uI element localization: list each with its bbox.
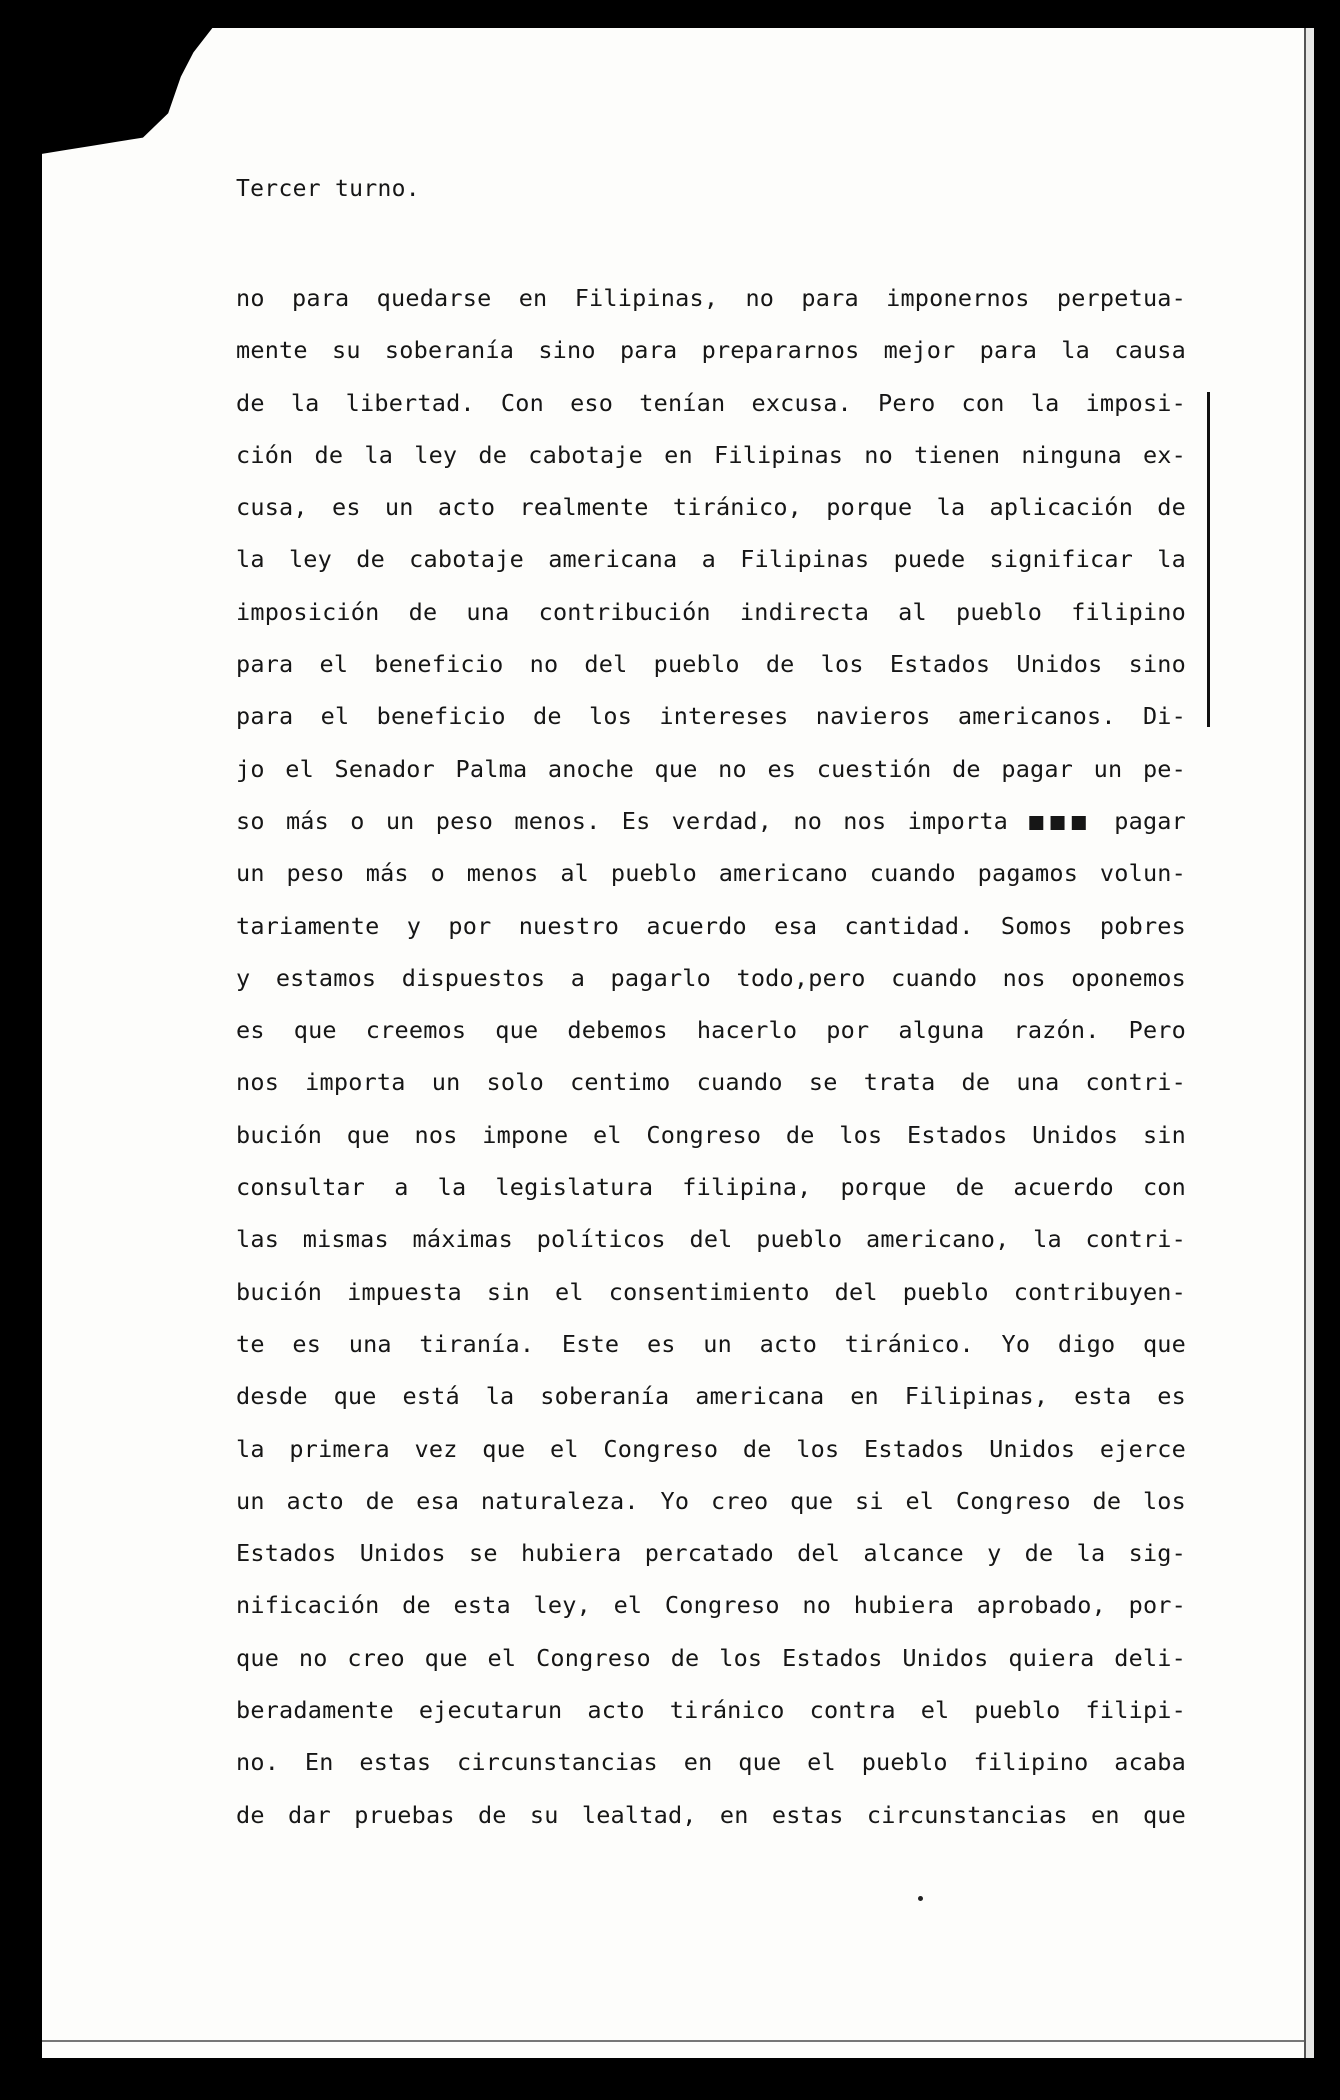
text-line: mente su soberanía sino para prepararnos mejor para la causa — [236, 336, 1186, 365]
text-line: la primera vez que el Congreso de los Estados Unidos ejerce — [236, 1434, 1186, 1463]
text-line: ción de la ley de cabotaje en Filipinas no tienen ninguna ex- — [236, 440, 1186, 469]
text-line: bución que nos impone el Congreso de los Estados Unidos sin — [236, 1120, 1186, 1149]
text-line: Estados Unidos se hubiera percatado del alcance y de la sig- — [236, 1539, 1186, 1568]
text-line: nos importa un solo centimo cuando se trata de una contri- — [236, 1068, 1186, 1097]
text-line: para el beneficio de los intereses navieros americanos. Di- — [236, 702, 1186, 731]
text-line: las mismas máximas políticos del pueblo americano, la contri- — [236, 1225, 1186, 1254]
text-line: nificación de esta ley, el Congreso no hubiera aprobado, por- — [236, 1591, 1186, 1620]
text-line: bución impuesta sin el consentimiento del pueblo contribuyen- — [236, 1277, 1186, 1306]
page-edge-right — [1304, 28, 1314, 2058]
text-line: cusa, es un acto realmente tiránico, porque la aplicación de — [236, 493, 1186, 522]
text-line: de dar pruebas de su lealtad, en estas circunstancias en que — [236, 1800, 1186, 1829]
text-line: te es una tiranía. Este es un acto tiránico. Yo digo que — [236, 1329, 1186, 1358]
text-line: desde que está la soberanía americana en Filipinas, esta es — [236, 1382, 1186, 1411]
text-line: beradamente ejecutarun acto tiránico contra el pueblo filipi- — [236, 1696, 1186, 1725]
text-line: la ley de cabotaje americana a Filipinas puede significar la — [236, 545, 1186, 574]
text-line: jo el Senador Palma anoche que no es cuestión de pagar un pe- — [236, 754, 1186, 783]
text-line: imposición de una contribución indirecta al pueblo filipino — [236, 597, 1186, 626]
text-line: so más o un peso menos. Es verdad, no nos importa ■■■ pagar — [236, 806, 1186, 835]
text-line: tariamente y por nuestro acuerdo esa cantidad. Somos pobres — [236, 911, 1186, 940]
text-line: un acto de esa naturaleza. Yo creo que si el Congreso de los — [236, 1486, 1186, 1515]
margin-line-mark — [1207, 392, 1210, 727]
body-text — [236, 272, 1186, 1841]
page-edge-bottom — [42, 2040, 1304, 2050]
text-line: de la libertad. Con eso tenían excusa. Pero con la imposi- — [236, 388, 1186, 417]
text-line: y estamos dispuestos a pagarlo todo,pero cuando nos oponemos — [236, 963, 1186, 992]
text-line: un peso más o menos al pueblo americano cuando pagamos volun- — [236, 859, 1186, 888]
text-line: para el beneficio no del pueblo de los Estados Unidos sino — [236, 650, 1186, 679]
text-line: que no creo que el Congreso de los Estados Unidos quiera deli- — [236, 1643, 1186, 1672]
text-line: no para quedarse en Filipinas, no para imponernos perpetua- — [236, 284, 1186, 312]
text-line: consultar a la legislatura filipina, porque de acuerdo con — [236, 1173, 1186, 1202]
page-heading: Tercer turno. — [236, 176, 420, 202]
text-line: no. En estas circunstancias en que el pueblo filipino acaba — [236, 1748, 1186, 1777]
ink-dot — [918, 1896, 923, 1901]
typed-text-block — [236, 176, 1186, 1841]
text-line: es que creemos que debemos hacerlo por alguna razón. Pero — [236, 1016, 1186, 1045]
